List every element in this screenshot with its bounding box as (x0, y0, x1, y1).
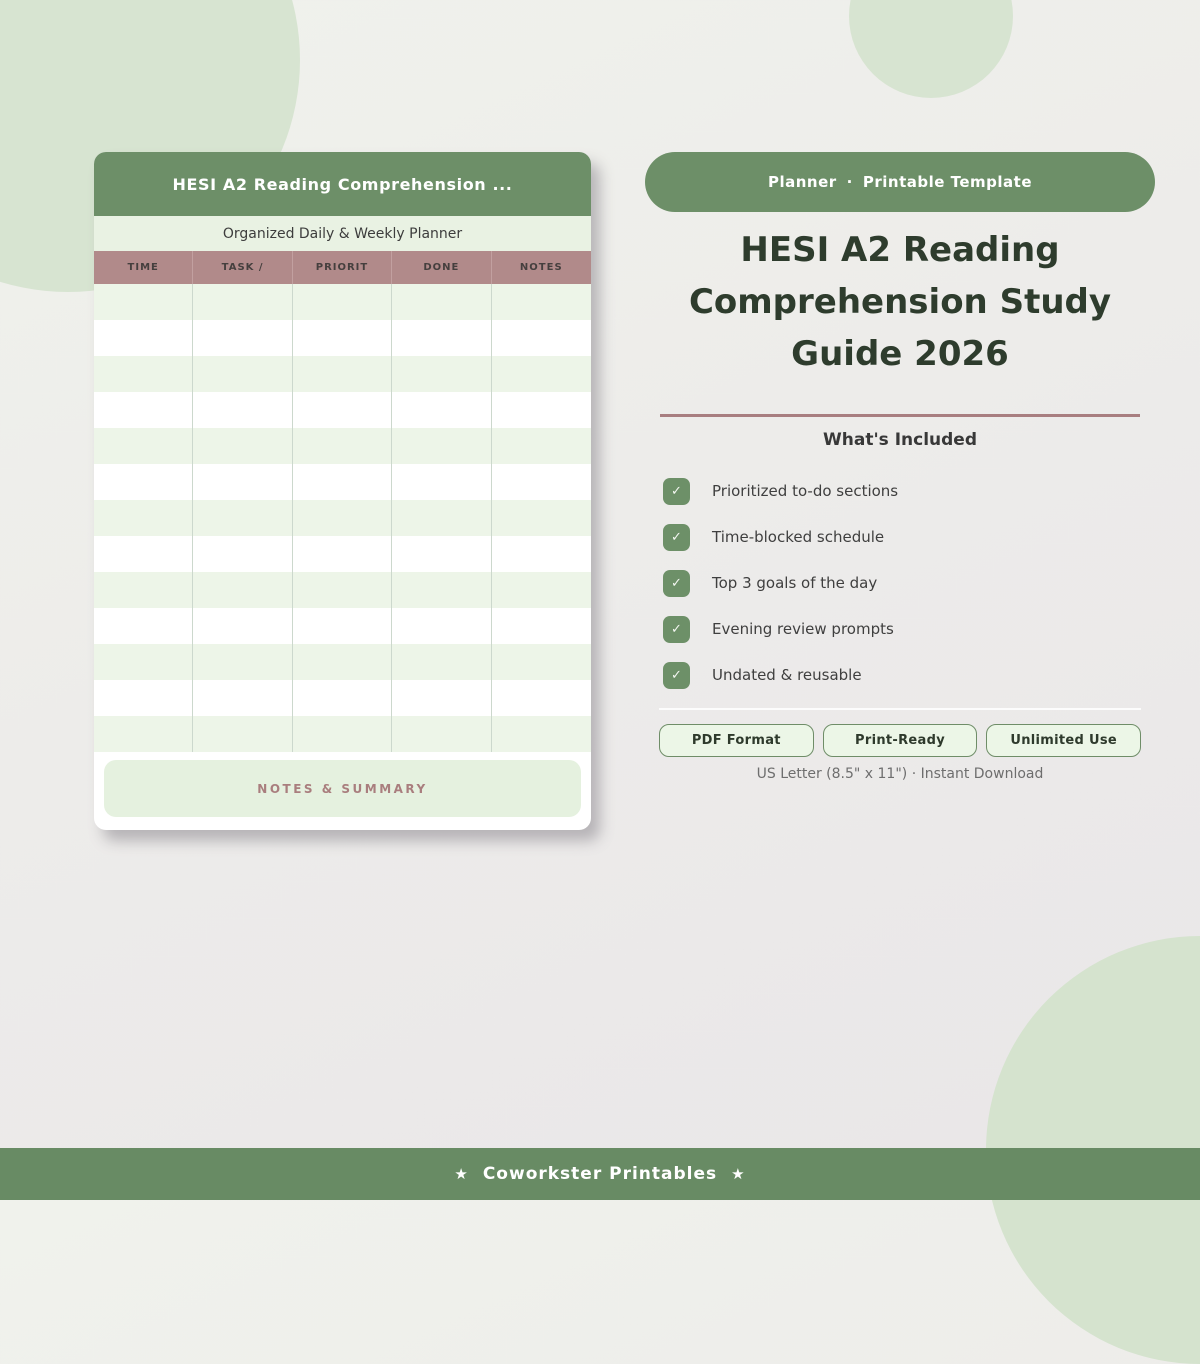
table-cell (492, 716, 591, 752)
table-cell (293, 716, 392, 752)
table-row (94, 572, 591, 608)
table-column-header: DONE (392, 251, 491, 284)
table-cell (193, 716, 292, 752)
footer-brand: Coworkster Printables (482, 1164, 718, 1184)
table-column-header: TASK / (193, 251, 292, 284)
table-cell (492, 464, 591, 500)
table-cell (193, 644, 292, 680)
checklist-item (663, 560, 1155, 606)
table-cell (392, 572, 491, 608)
table-cell (492, 644, 591, 680)
checkmark-icon: ✓ (663, 616, 690, 643)
star-icon: ★ (454, 1165, 469, 1183)
table-row (94, 608, 591, 644)
planner-table-body (94, 284, 591, 752)
table-cell (293, 644, 392, 680)
star-icon: ★ (731, 1165, 746, 1183)
table-cell (392, 392, 491, 428)
notes-summary-label: NOTES & SUMMARY (257, 781, 428, 796)
checklist-item (663, 606, 1155, 652)
table-row (94, 464, 591, 500)
table-cell (492, 320, 591, 356)
product-title: HESI A2 Reading Comprehension Study Guide 2026 (688, 230, 1112, 374)
table-cell (293, 428, 392, 464)
checklist-item-label: Prioritized to-do sections (712, 482, 899, 500)
table-cell (492, 572, 591, 608)
table-cell (293, 536, 392, 572)
table-cell (392, 716, 491, 752)
badge-category: Planner (767, 173, 837, 191)
checklist-item-label: Evening review prompts (712, 620, 894, 638)
table-column-header: NOTES (519, 262, 563, 273)
table-cell (94, 284, 193, 320)
table-cell (193, 320, 292, 356)
table-cell (293, 320, 392, 356)
table-row (94, 500, 591, 536)
table-cell (193, 608, 292, 644)
checkmark-icon: ✓ (663, 570, 690, 597)
table-cell (392, 536, 491, 572)
table-cell (94, 392, 193, 428)
table-cell (94, 608, 193, 644)
table-cell (492, 536, 591, 572)
table-cell (193, 464, 292, 500)
table-cell (392, 608, 491, 644)
table-cell (193, 680, 292, 716)
footer-bar (0, 1148, 1200, 1200)
table-cell (392, 428, 491, 464)
checkmark-icon: ✓ (663, 524, 690, 551)
planner-card-subtitle: Organized Daily & Weekly Planner (94, 216, 591, 251)
checklist-item-label: Time-blocked schedule (712, 528, 885, 546)
table-cell (492, 680, 591, 716)
table-cell (193, 536, 292, 572)
unlimited-use-button[interactable]: Unlimited Use (986, 724, 1141, 757)
category-badge (645, 152, 1155, 212)
planner-card-header (94, 152, 591, 216)
rose-divider (660, 414, 1140, 417)
table-cell (392, 680, 491, 716)
checklist-item-label: Top 3 goals of the day (712, 574, 878, 592)
table-cell (492, 392, 591, 428)
table-cell (94, 716, 193, 752)
table-cell (293, 608, 392, 644)
table-cell (193, 356, 292, 392)
table-row (94, 320, 591, 356)
table-row (94, 716, 591, 752)
table-cell (94, 464, 193, 500)
table-cell (94, 536, 193, 572)
table-cell (293, 572, 392, 608)
notes-summary-box (104, 760, 581, 817)
table-cell (94, 320, 193, 356)
product-details (645, 152, 1155, 782)
table-cell (392, 464, 491, 500)
table-cell (492, 500, 591, 536)
table-row (94, 284, 591, 320)
print-ready-button[interactable]: Print-Ready (823, 724, 978, 757)
table-cell (293, 680, 392, 716)
table-row (94, 644, 591, 680)
table-column-header: PRIORIT (293, 251, 392, 284)
table-column-header: TIME (94, 251, 193, 284)
table-cell (293, 284, 392, 320)
table-cell (492, 356, 591, 392)
table-row (94, 428, 591, 464)
table-cell (293, 464, 392, 500)
table-row (94, 680, 591, 716)
decorative-circle-top-right (849, 0, 1013, 98)
checklist-item-label: Undated & reusable (712, 666, 862, 684)
table-row (94, 356, 591, 392)
badge-separator-icon: · (846, 173, 853, 191)
checklist-item (663, 652, 1155, 698)
format-meta-text: US Letter (8.5" x 11") · Instant Download (756, 766, 1044, 782)
table-cell (94, 680, 193, 716)
planner-table-header (94, 251, 591, 284)
pdf-format-button[interactable]: PDF Format (659, 724, 814, 757)
checklist-item (663, 468, 1155, 514)
table-cell (193, 572, 292, 608)
planner-preview-card (94, 152, 591, 830)
whats-included-heading: What's Included (823, 430, 977, 450)
table-row (94, 392, 591, 428)
included-checklist (663, 468, 1155, 698)
table-cell (392, 320, 491, 356)
table-cell (94, 500, 193, 536)
table-cell (492, 428, 591, 464)
checkmark-icon: ✓ (663, 662, 690, 689)
table-row (94, 536, 591, 572)
table-cell (94, 428, 193, 464)
planner-card-title: HESI A2 Reading Comprehension ... (172, 174, 513, 194)
checkmark-icon: ✓ (663, 478, 690, 505)
table-cell (193, 284, 292, 320)
table-cell (94, 356, 193, 392)
table-cell (492, 284, 591, 320)
table-cell (293, 392, 392, 428)
table-cell (193, 500, 292, 536)
table-cell (492, 608, 591, 644)
table-cell (392, 356, 491, 392)
table-cell (293, 500, 392, 536)
table-cell (94, 572, 193, 608)
table-cell (392, 644, 491, 680)
table-cell (193, 392, 292, 428)
feature-pills-row (659, 708, 1141, 757)
table-cell (293, 356, 392, 392)
checklist-item (663, 514, 1155, 560)
table-cell (392, 500, 491, 536)
badge-type: Printable Template (862, 173, 1033, 191)
table-cell (94, 644, 193, 680)
table-cell (193, 428, 292, 464)
table-cell (392, 284, 491, 320)
